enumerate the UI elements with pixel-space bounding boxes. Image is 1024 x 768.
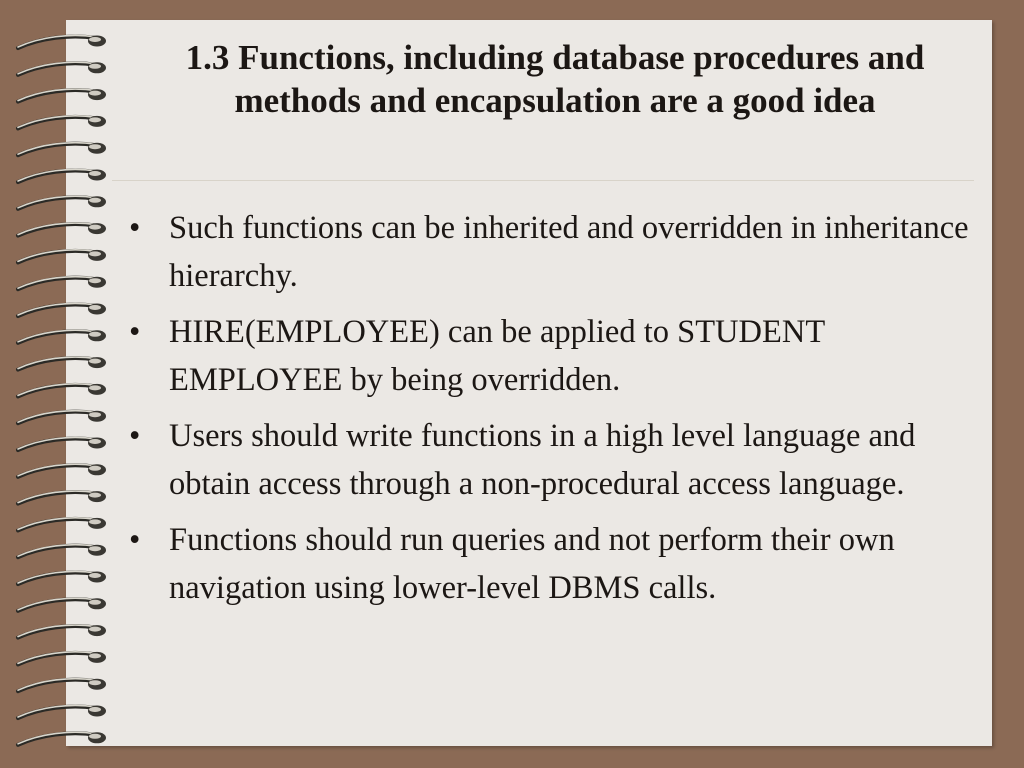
title-divider [112,180,974,181]
spiral-ring [18,384,106,397]
spiral-ring [18,35,106,48]
spiral-ring [18,598,106,611]
spiral-ring [18,223,106,236]
spiral-ring [18,732,106,745]
spiral-ring [18,464,106,477]
spiral-ring [18,357,106,370]
spiral-ring [18,116,106,129]
slide-title: 1.3 Functions, including database procedures and methods and encapsulation are a good idea [185,38,925,120]
spiral-ring [18,250,106,263]
bullet-item [126,204,976,300]
bullet-text: HIRE(EMPLOYEE) can be applied to STUDENT EMPLOYEE by being overridden. [169,314,825,398]
spiral-ring [18,625,106,638]
spiral-ring [18,571,106,584]
spiral-ring [18,545,106,558]
spiral-ring [18,330,106,343]
bullet-text: Functions should run queries and not perform their own navigation using lower-level DBMS calls. [169,522,895,606]
spiral-ring [18,491,106,504]
bullet-item [126,516,976,612]
bullet-item [126,308,976,404]
spiral-ring [18,277,106,290]
bullet-list [126,204,976,620]
spiral-ring [18,679,106,692]
spiral-ring [18,143,106,156]
bullet-text: Users should write functions in a high level language and obtain access through a non-procedural access language. [169,418,916,502]
spiral-ring [18,169,106,182]
spiral-ring [18,196,106,209]
spiral-ring [18,303,106,316]
spiral-ring [18,437,106,450]
spiral-ring [18,62,106,75]
spiral-ring [18,705,106,718]
bullet-symbol: • [129,314,141,350]
spiral-ring [18,518,106,531]
bullet-item [126,412,976,508]
bullet-symbol: • [129,418,141,454]
spiral-binding [0,0,130,768]
spiral-ring [18,411,106,424]
spiral-ring [18,652,106,665]
bullet-text: Such functions can be inherited and overridden in inheritance hierarchy. [169,210,969,294]
bullet-symbol: • [129,522,141,558]
bullet-symbol: • [129,210,141,246]
spiral-ring [18,89,106,102]
